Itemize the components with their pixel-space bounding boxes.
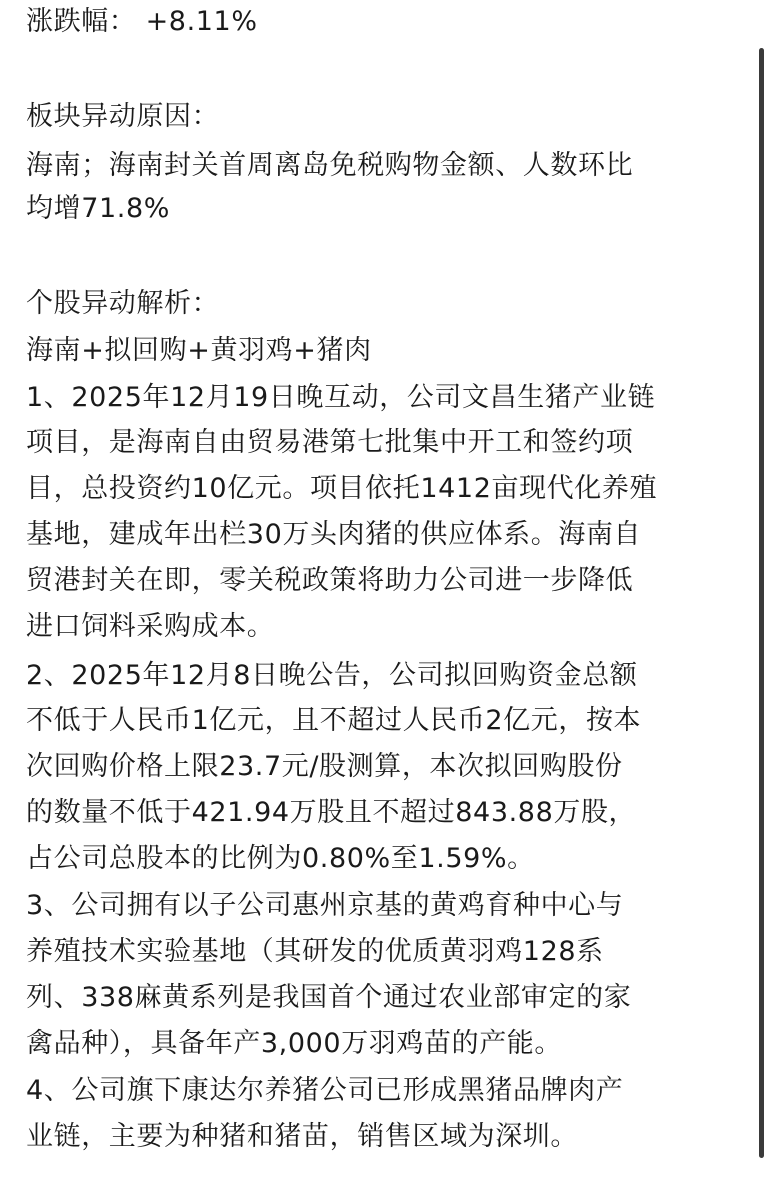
sector-reason-heading: 板块异动原因： [26, 101, 220, 132]
stock-analysis-heading: 个股异动解析： [26, 288, 220, 319]
vertical-scrollbar[interactable] [759, 48, 764, 1158]
point-2-text: 次回购价格上限23.7元/股测算，本次拟回购股份 [26, 751, 623, 782]
point-2-text: 2、2025年12月8日晚公告，公司拟回购资金总额 [26, 660, 638, 691]
point-1-text: 项目，是海南自由贸易港第七批集中开工和签约项 [26, 427, 634, 458]
point-4-text: 4、公司旗下康达尔养猪公司已形成黑猪品牌肉产 [26, 1075, 624, 1106]
sector-reason-text: 均增71.8% [26, 193, 170, 224]
point-1-text: 目，总投资约10亿元。项目依托1412亩现代化养殖 [26, 473, 658, 504]
point-3-text: 养殖技术实验基地（其研发的优质黄羽鸡128系 [26, 936, 604, 967]
point-1-text: 1、2025年12月19日晚互动，公司文昌生猪产业链 [26, 382, 656, 413]
point-2-text: 占公司总股本的比例为0.80%至1.59%。 [26, 843, 535, 874]
point-1-text: 基地，建成年出栏30万头肉猪的供应体系。海南自 [26, 519, 642, 550]
point-1-text: 贸港封关在即，零关税政策将助力公司进一步降低 [26, 565, 634, 596]
point-3-text: 3、公司拥有以子公司惠州京基的黄鸡育种中心与 [26, 890, 624, 921]
change-percent-line: 涨跌幅： +8.11% [26, 6, 258, 37]
point-3-text: 禽品种），具备年产3,000万羽鸡苗的产能。 [26, 1028, 562, 1059]
point-3-text: 列、338麻黄系列是我国首个通过农业部审定的家 [26, 982, 632, 1013]
point-2-text: 的数量不低于421.94万股且不超过843.88万股， [26, 797, 637, 828]
point-4-text: 业链，主要为种猪和猪苗，销售区域为深圳。 [26, 1121, 578, 1152]
point-2-text: 不低于人民币1亿元，且不超过人民币2亿元，按本 [26, 705, 642, 736]
point-1-text: 进口饲料采购成本。 [26, 611, 275, 642]
sector-reason-text: 海南；海南封关首周离岛免税购物金额、人数环比 [26, 150, 634, 181]
stock-tags: 海南+拟回购+黄羽鸡+猪肉 [26, 335, 372, 366]
